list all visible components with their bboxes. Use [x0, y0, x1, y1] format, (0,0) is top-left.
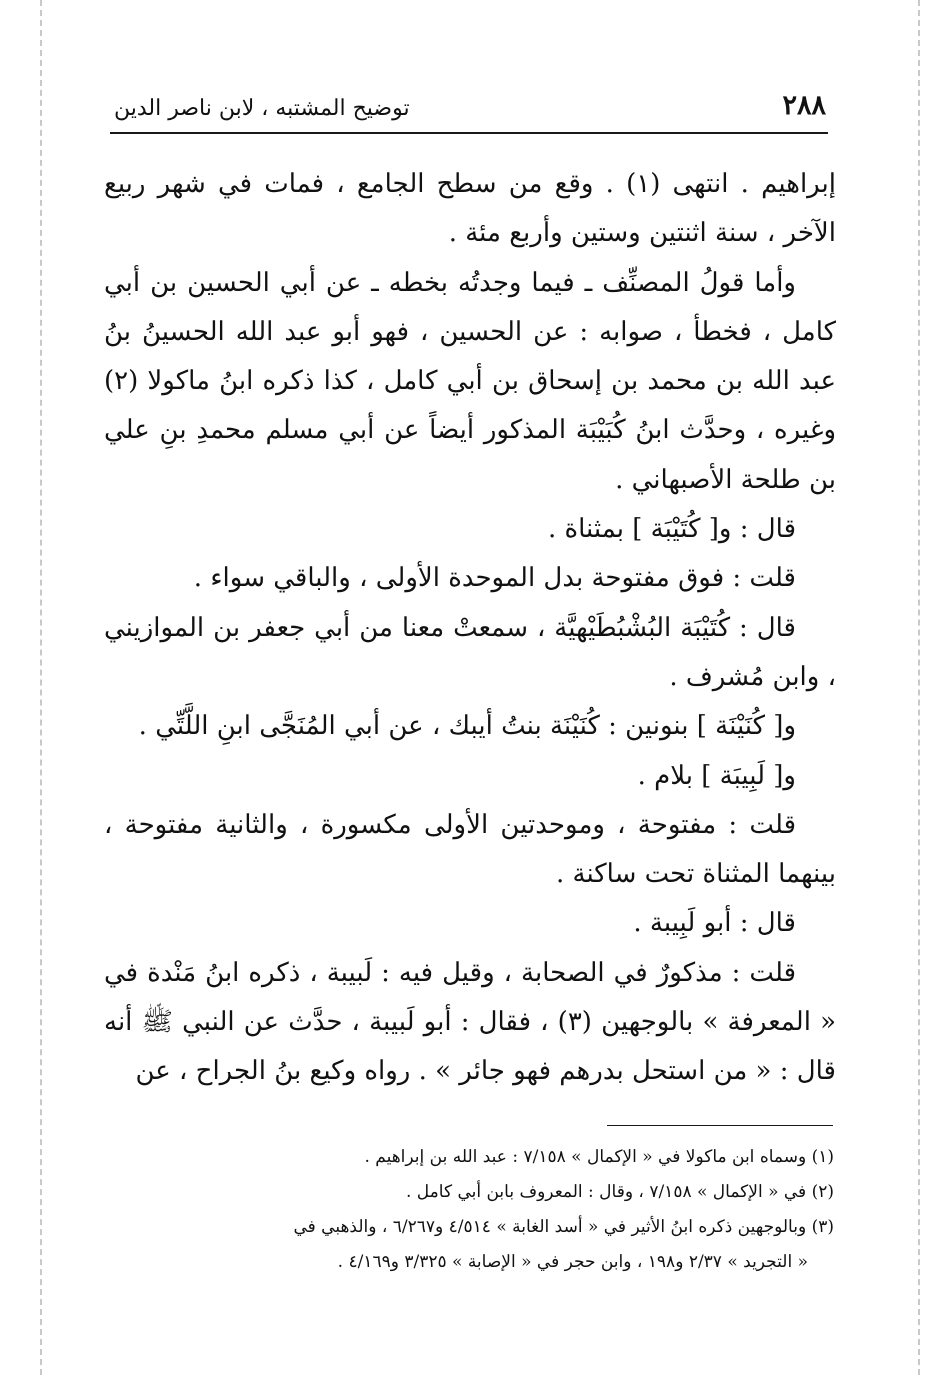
paragraph: قلت : مذكورٌ في الصحابة ، وقيل فيه : لَبيبة ، ذكره ابنُ مَنْدة في « المعرفة » بالوجهين (٣) ، فقال : أبو لَبيبة ، حدَّث عن النبي ﷺ أنه قال : « من استحل بدرهم فهو جائر » . رواه وكيع بنُ الجراح ، عن: [104, 957, 836, 1087]
paragraph: قلت : فوق مفتوحة بدل الموحدة الأولى ، والباقي سواء .: [193, 563, 796, 594]
footnote: (١) وسماه ابن ماكولا في « الإكمال » ٧/١٥٨ : عبد الله بن إبراهيم .: [364, 1147, 834, 1167]
paragraph: و[ كُنَيْنَة ] بنونين : كُنَيْنَة بنتُ أيبك ، عن أبي المُنَجَّى ابنِ اللَّتِّي .: [138, 711, 796, 742]
margin-guide-left: [40, 0, 42, 1375]
main-text: [104, 160, 836, 1097]
paragraph: قال : كُتَيْبَة البُشْبُطَيْهيَّة ، سمعتْ معنا من أبي جعفر بن الموازيني ، وابن مُشرف .: [104, 612, 836, 692]
paragraph: إبراهيم . انتهى (١) . وقع من سطح الجامع ، فمات في شهر ربيع الآخر ، سنة اثنتين وستين وأربع مئة .: [104, 169, 836, 249]
margin-guide-right: [918, 0, 920, 1375]
page-number: ٢٨٨: [782, 90, 826, 121]
paragraph: وأما قولُ المصنِّف ـ فيما وجدتُه بخطه ـ عن أبي الحسين بن أبي كامل ، فخطأ ، صوابه : عن الحسين ، فهو أبو عبد الله الحسينُ بنُ عبد الله بن محمد بن إسحاق بن أبي كامل ، كذا ذكره ابنُ ماكولا (٢) وغيره ، وحدَّث ابنُ كُبَيْبَة المذكور أيضاً عن أبي مسلم محمدِ بنِ علي بن طلحة الأصبهاني .: [104, 267, 836, 495]
footnotes: [110, 1140, 834, 1280]
paragraph: و[ لَبِيبَة ] بلام .: [637, 760, 796, 791]
footnote: (٢) في « الإكمال » ٧/١٥٨ ، وقال : المعروف بابن أبي كامل .: [406, 1182, 834, 1202]
footnote-separator: [607, 1125, 833, 1126]
paragraph: قلت : مفتوحة ، وموحدتين الأولى مكسورة ، والثانية مفتوحة ، بينهما المثناة تحت ساكنة .: [104, 809, 836, 890]
footnote-continuation: « التجريد » ٢/٣٧ و١٩٨ ، وابن حجر في « الإصابة » ٣/٣٢٥ و٤/١٦٩ .: [337, 1252, 808, 1272]
running-title: توضيح المشتبه ، لابن ناصر الدين: [114, 96, 410, 121]
page-header: [110, 86, 828, 134]
paragraph: قال : أبو لَبِيبة .: [633, 908, 796, 939]
footnote: (٣) وبالوجهين ذكره ابنُ الأثير في « أسد الغابة » ٤/٥١٤ و٦/٢٦٧ ، والذهبي في: [293, 1217, 834, 1237]
paragraph: قال : و[ كُتَيْبَة ] بمثناة .: [547, 514, 796, 545]
